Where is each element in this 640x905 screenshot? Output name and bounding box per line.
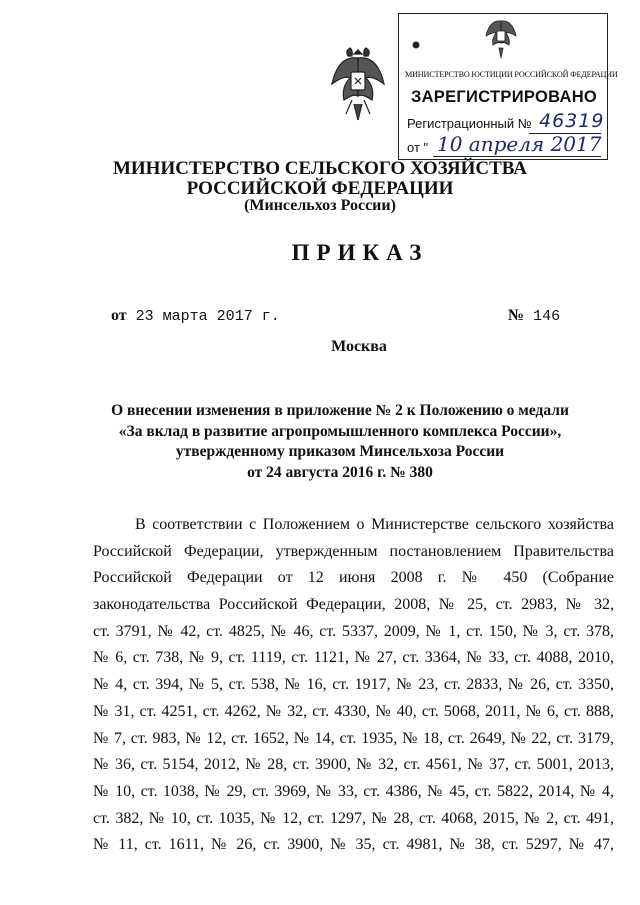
body-line: № 6, ст. 738, № 9, ст. 1119, ст. 1121, № 27, ст. 3364, № 33, ст. 4088, 2010,: [93, 649, 614, 667]
coat-of-arms-emblem: [326, 44, 390, 126]
subject-line: от 24 августа 2016 г. № 380: [247, 463, 433, 481]
stamp-date-underline: [433, 156, 601, 157]
body-line: Российской Федерации от 12 июня 2008 г. № 450 (Собрание: [93, 569, 614, 587]
date-value: 23 марта 2017 г.: [135, 308, 280, 325]
stamp-registered-label: ЗАРЕГИСТРИРОВАНО: [410, 88, 598, 106]
stamp-regnum-handwritten: 46319: [539, 110, 605, 132]
number-value: 146: [533, 308, 561, 325]
registration-stamp: [398, 13, 618, 160]
ministry-title-line2: РОССИЙСКОЙ ФЕДЕРАЦИИ: [186, 178, 454, 199]
body-paragraph: [93, 512, 614, 859]
body-line: № 4, ст. 394, № 5, ст. 538, № 16, ст. 1917, № 23, ст. 2833, № 26, ст. 3350,: [93, 676, 614, 694]
subject-line: утвержденному приказом Минсельхоза России: [175, 443, 505, 460]
body-line: № 11, ст. 1611, № 26, ст. 3900, № 35, ст. 4981, № 38, ст. 5297, № 47,: [93, 836, 614, 854]
body-line: ст. 3791, № 42, ст. 4825, № 46, ст. 5337, 2009, № 1, ст. 150, № 3, ст. 378,: [93, 622, 614, 640]
body-line: законодательства Российской Федерации, 2008, № 25, ст. 2983, № 32,: [93, 596, 614, 614]
stamp-ministry-label: МИНИСТЕРСТВО ЮСТИЦИИ РОССИЙСКОЙ ФЕДЕРАЦИИ: [405, 70, 618, 79]
body-line: № 36, ст. 5154, 2012, № 28, ст. 3900, № 32, ст. 4561, № 37, ст. 5001, 2013,: [93, 756, 614, 774]
stamp-date-handwritten: 10 апреля 2017: [437, 132, 602, 156]
body-line: № 10, ст. 1038, № 29, ст. 3969, № 33, ст. 4386, № 45, ст. 5822, 2014, № 4,: [93, 782, 614, 800]
document-type-heading: ПРИКАЗ: [291, 240, 429, 265]
order-date: [111, 307, 280, 325]
order-subject: [60, 401, 620, 483]
body-line: Российской Федерации, утвержденным постановлением Правительства: [93, 542, 614, 560]
subject-line: «За вклад в развитие агропромышленного комплекса России»,: [118, 422, 562, 440]
ministry-title-line1: МИНИСТЕРСТВО СЕЛЬСКОГО ХОЗЯЙСТВА: [112, 158, 528, 179]
stamp-date-label: от ": [407, 140, 429, 155]
date-prefix: от: [111, 307, 127, 324]
stamp-star-mark: [411, 40, 421, 50]
ministry-short-name: (Минсельхоз России): [244, 197, 396, 214]
order-number: [508, 307, 560, 325]
body-line: ст. 382, № 10, ст. 1035, № 12, ст. 1297, № 28, ст. 4068, 2015, № 2, ст. 491,: [93, 809, 614, 827]
ministry-title: [0, 159, 640, 199]
number-prefix: №: [508, 307, 525, 324]
subject-line: О внесении изменения в приложение № 2 к Положению о медали: [111, 402, 569, 419]
body-line: № 7, ст. 983, № 12, ст. 1652, № 14, ст. 1935, № 18, ст. 2649, № 22, ст. 3179,: [93, 729, 614, 747]
stamp-emblem: [483, 18, 519, 60]
stamp-regnum-label: Регистрационный №: [407, 116, 532, 131]
body-line: В соответствии с Положением о Министерстве сельского хозяйства: [135, 516, 614, 533]
body-line: № 31, ст. 4251, ст. 4262, № 32, ст. 4330, № 40, ст. 5068, 2011, № 6, ст. 888,: [93, 702, 614, 720]
city-label: Москва: [331, 338, 387, 355]
